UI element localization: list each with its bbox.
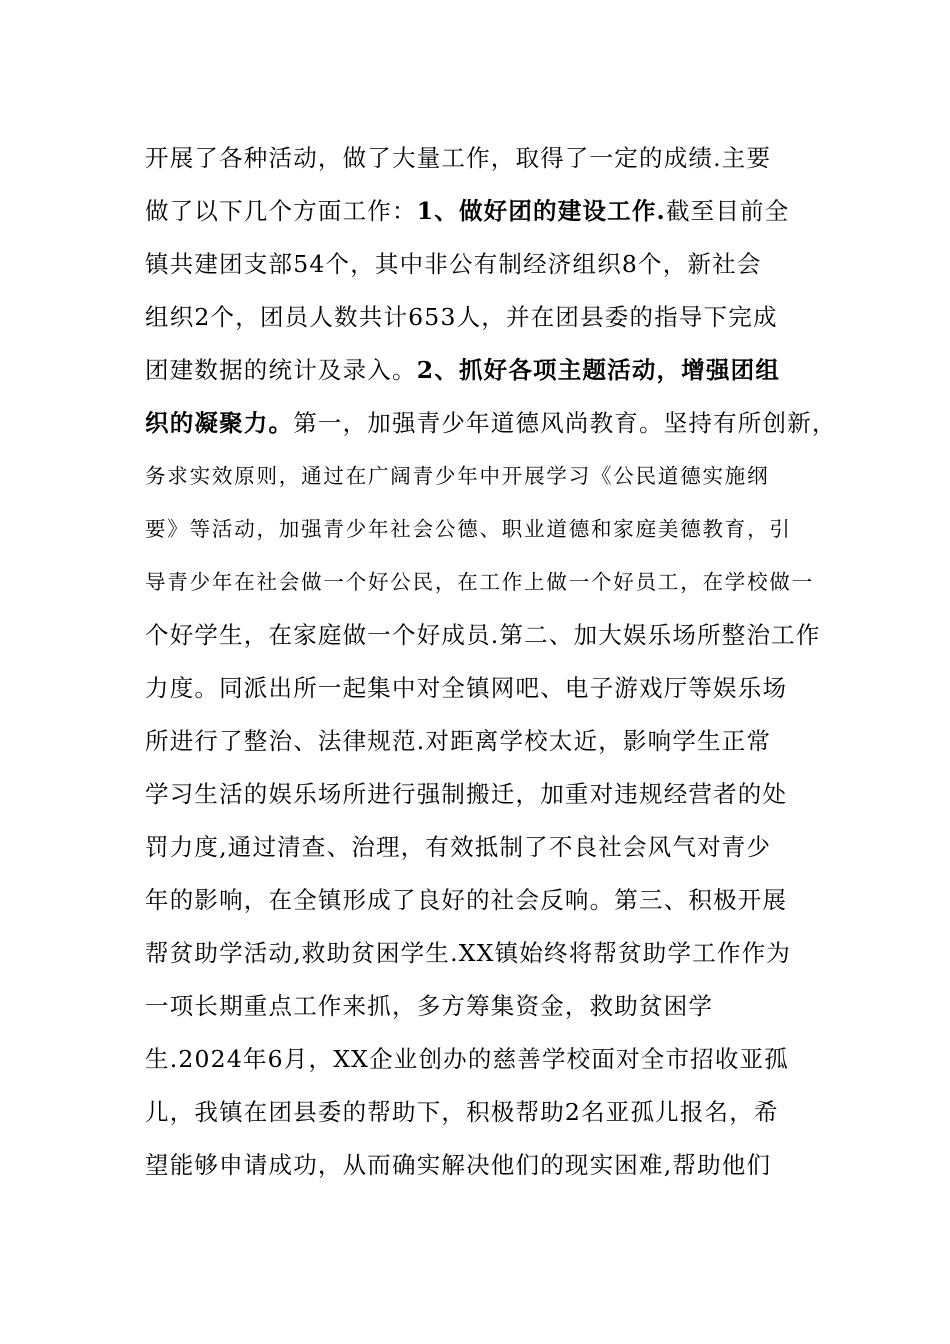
paragraph-line <box>145 609 821 661</box>
line-text: 学习生活的娱乐场所进行强制搬迁，加重对违规经营者的处 <box>145 780 788 808</box>
paragraph-line <box>145 768 810 820</box>
line-text: 生.2024年6月，XX企业创办的慈善学校面对全市招收亚孤 <box>145 1045 789 1073</box>
line-text: 帮贫助学活动,救助贫困学生.XX镇始终将帮贫助学工作作为 <box>145 939 791 967</box>
line-text: 望能够申请成功，从而确实解决他们的现实困难,帮助他们 <box>145 1151 772 1179</box>
line-text: 开展了各种活动，做了大量工作，取得了一定的成绩.主要 <box>145 144 772 172</box>
paragraph-line <box>145 980 810 1032</box>
paragraph-line <box>145 450 810 502</box>
line-text: 团建数据的统计及录入。 <box>145 356 417 384</box>
paragraph-line <box>145 291 810 343</box>
paragraph-line <box>145 874 810 926</box>
line-text: 罚力度,通过清查、治理，有效抵制了不良社会风气对青少 <box>145 833 772 861</box>
line-text: 一项长期重点工作来抓，多方筹集资金，救助贫困学 <box>145 992 714 1020</box>
line-text: 个好学生，在家庭做一个好成员.第二、加大娱乐场所整治工作 <box>145 621 821 649</box>
bold-heading-text: 1、做好团的建设工作. <box>416 197 666 225</box>
line-text: 儿，我镇在团县委的帮助下，积极帮助2名亚孤儿报名，希 <box>145 1098 779 1126</box>
line-text: 做了以下几个方面工作： <box>145 197 417 225</box>
paragraph-line <box>145 344 810 396</box>
line-text: 截至目前全 <box>665 197 790 225</box>
paragraph-line <box>145 715 810 767</box>
line-text: 年的影响，在全镇形成了良好的社会反响。第三、积极开展 <box>145 886 788 914</box>
line-text: 务求实效原则，通过在广阔青少年中开展学习《公民道德实施纲 <box>145 464 770 488</box>
bold-heading-text: 2、抓好各项主题活动，增强团组 <box>416 356 781 384</box>
paragraph-line <box>145 185 810 237</box>
paragraph-line <box>145 927 810 979</box>
paragraph-line <box>145 1086 810 1138</box>
line-text: 第一，加强青少年道德风尚教育。坚持有所创新， <box>293 409 837 437</box>
paragraph-line <box>145 556 814 608</box>
paragraph-line <box>145 1033 810 1085</box>
line-text: 组织2个，团员人数共计653人，并在团县委的指导下完成 <box>145 303 778 331</box>
paragraph-line <box>145 132 810 184</box>
bold-heading-text: 织的凝聚力。 <box>145 409 294 437</box>
paragraph-line <box>145 238 810 290</box>
paragraph-line <box>145 503 810 555</box>
line-text: 导青少年在社会做一个好公民，在工作上做一个好员工，在学校做一 <box>145 570 814 594</box>
paragraph-line <box>145 821 810 873</box>
paragraph-line <box>145 662 810 714</box>
paragraph-line <box>145 1139 810 1191</box>
line-text: 力度。同派出所一起集中对全镇网吧、电子游戏厅等娱乐场 <box>145 674 788 702</box>
line-text: 所进行了整治、法律规范.对距离学校太近，影响学生正常 <box>145 727 772 755</box>
line-text: 要》等活动，加强青少年社会公德、职业道德和家庭美德教育，引 <box>145 517 792 541</box>
line-text: 镇共建团支部54个，其中非公有制经济组织8个，新社会 <box>145 250 762 278</box>
paragraph-line <box>145 397 837 449</box>
